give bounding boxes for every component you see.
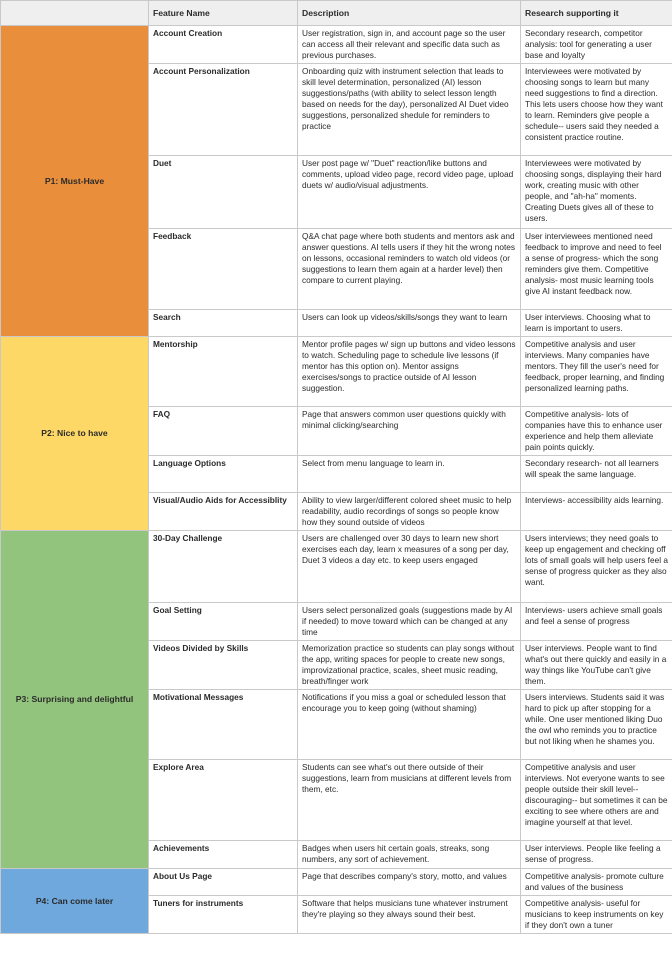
priority-label-p4: P4: Can come later [1, 869, 149, 934]
feature-name: Visual/Audio Aids for Accessiblity [149, 493, 298, 531]
feature-research: Competitive analysis- useful for musicians to keep instruments on key if they don't own a tuner [521, 896, 672, 934]
feature-research: Competitive analysis and user interviews. Not everyone wants to see people outside their skill level-- discouraging-- but sometimes it can be exciting to see where others are and imagine yourself at that level. [521, 760, 672, 841]
feature-research: User interviews. People want to find what's out there quickly and easily in a way things like YouTube can't give them. [521, 641, 672, 690]
feature-description: Students can see what's out there outside of their suggestions, learn from musicians at different levels from them, etc. [298, 760, 521, 841]
feature-research: Competitive analysis- lots of companies have this to enhance user experience and help them alleviate pain points quickly. [521, 407, 672, 456]
feature-research: Competitive analysis and user interviews. Many companies have mentors. They fill the user's need for feedback, proper learning, and finding personalized learning paths. [521, 337, 672, 407]
feature-research: Secondary research- not all learners will speak the same language. [521, 456, 672, 493]
feature-description: Select from menu language to learn in. [298, 456, 521, 493]
priority-label-p3: P3: Surprising and delightful [1, 531, 149, 869]
feature-research: Competitive analysis- promote culture and values of the business [521, 869, 672, 896]
header-priority-cell [1, 1, 149, 26]
feature-description: Badges when users hit certain goals, streaks, song numbers, any sort of achievement. [298, 841, 521, 869]
feature-description: Notifications if you miss a goal or scheduled lesson that encourage you to keep going (without shaming) [298, 690, 521, 760]
priority-label-p2: P2: Nice to have [1, 337, 149, 531]
table-row [1, 337, 672, 407]
table-row [1, 531, 672, 603]
feature-name: Tuners for instruments [149, 896, 298, 934]
feature-name: FAQ [149, 407, 298, 456]
table-row [1, 869, 672, 896]
feature-description: Onboarding quiz with instrument selection that leads to skill level determination, personalized (AI) lesson suggestions/paths (with ability to select lesson length based on needs for the day), personalized AI Duet video suggestions, personalized shedule for reminders to practice [298, 64, 521, 156]
feature-research: User interviewees mentioned need feedback to improve and need to feel a sense of progress- which the song reminders give them. Competitive analysis- most music learning tools give AI instant feedback now. [521, 229, 672, 310]
header-description: Description [298, 1, 521, 26]
feature-name: About Us Page [149, 869, 298, 896]
feature-name: Account Personalization [149, 64, 298, 156]
feature-description: Users can look up videos/skills/songs they want to learn [298, 310, 521, 337]
feature-name: Explore Area [149, 760, 298, 841]
feature-description: Memorization practice so students can play songs without the app, writing spaces for people to create new songs, improvizational practice, scales, sheet music reading, breath/finger work [298, 641, 521, 690]
feature-research: Interviewees were motivated by choosing songs to learn but many need suggestions to find a direction. This lets users choose how they want to learn. Reminders give people a schedule-- users said they needed a consistent practice routine. [521, 64, 672, 156]
feature-research: Interviewees were motivated by choosing songs, displaying their hard work, creating music with other people, and "ah-ha" moments. Creating Duets gives all of these to users. [521, 156, 672, 229]
feature-name: Feedback [149, 229, 298, 310]
feature-name: Account Creation [149, 26, 298, 64]
feature-name: Language Options [149, 456, 298, 493]
feature-name: Mentorship [149, 337, 298, 407]
feature-name: Videos Divided by Skills [149, 641, 298, 690]
feature-name: 30-Day Challenge [149, 531, 298, 603]
feature-description: Software that helps musicians tune whatever instrument they're playing so they always sound their best. [298, 896, 521, 934]
feature-name: Duet [149, 156, 298, 229]
feature-description: Page that answers common user questions quickly with minimal clicking/searching [298, 407, 521, 456]
header-feature-name: Feature Name [149, 1, 298, 26]
feature-description: Mentor profile pages w/ sign up buttons and video lessons to watch. Scheduling page to schedule live lessons (if mentor has this option on). Mentor assigns exercises/songs to practice outside of AI lesson suggestion. [298, 337, 521, 407]
feature-description: Users are challenged over 30 days to learn new short exercises each day, learn x measures of a song per day, Duet 3 videos a day etc. to keep users engaged [298, 531, 521, 603]
feature-name: Achievements [149, 841, 298, 869]
feature-name: Motivational Messages [149, 690, 298, 760]
feature-research: Secondary research, competitor analysis: tool for generating a user base and loyalty [521, 26, 672, 64]
feature-description: Users select personalized goals (suggestions made by AI if needed) to move toward which can be changed at any time [298, 603, 521, 641]
feature-research: User interviews. People like feeling a sense of progress. [521, 841, 672, 869]
feature-name: Goal Setting [149, 603, 298, 641]
feature-research: User interviews. Choosing what to learn is important to users. [521, 310, 672, 337]
feature-research: Interviews- accessibility aids learning. [521, 493, 672, 531]
header-research: Research supporting it [521, 1, 672, 26]
feature-description: Page that describes company's story, motto, and values [298, 869, 521, 896]
feature-research: Interviews- users achieve small goals and feel a sense of progress [521, 603, 672, 641]
table-body [1, 26, 672, 934]
feature-description: User post page w/ "Duet" reaction/like buttons and comments, upload video page, record video page, upload duets w/ audio/visual adjustments. [298, 156, 521, 229]
feature-research: Users interviews; they need goals to keep up engagement and checking off lots of small goals will help users feel a sense of progress quicker as they also want. [521, 531, 672, 603]
feature-name: Search [149, 310, 298, 337]
priority-label-p1: P1: Must-Have [1, 26, 149, 337]
feature-description: Ability to view larger/different colored sheet music to help readability, audio recordings of songs so people know how they sound outside of videos [298, 493, 521, 531]
feature-research: Users interviews. Students said it was hard to pick up after stopping for a while. One user mentioned liking Duo the owl who reminds you to practice but not liking when he shames you. [521, 690, 672, 760]
header-row [1, 1, 672, 26]
feature-description: Q&A chat page where both students and mentors ask and answer questions. AI tells users if they hit the wrong notes on lessons, occasional reminders to watch old videos (or suggestions to learn them again at a harder level) then compare to current playing. [298, 229, 521, 310]
feature-description: User registration, sign in, and account page so the user can access all their relevant and specific data such as previous purchases. [298, 26, 521, 64]
table-row [1, 26, 672, 64]
